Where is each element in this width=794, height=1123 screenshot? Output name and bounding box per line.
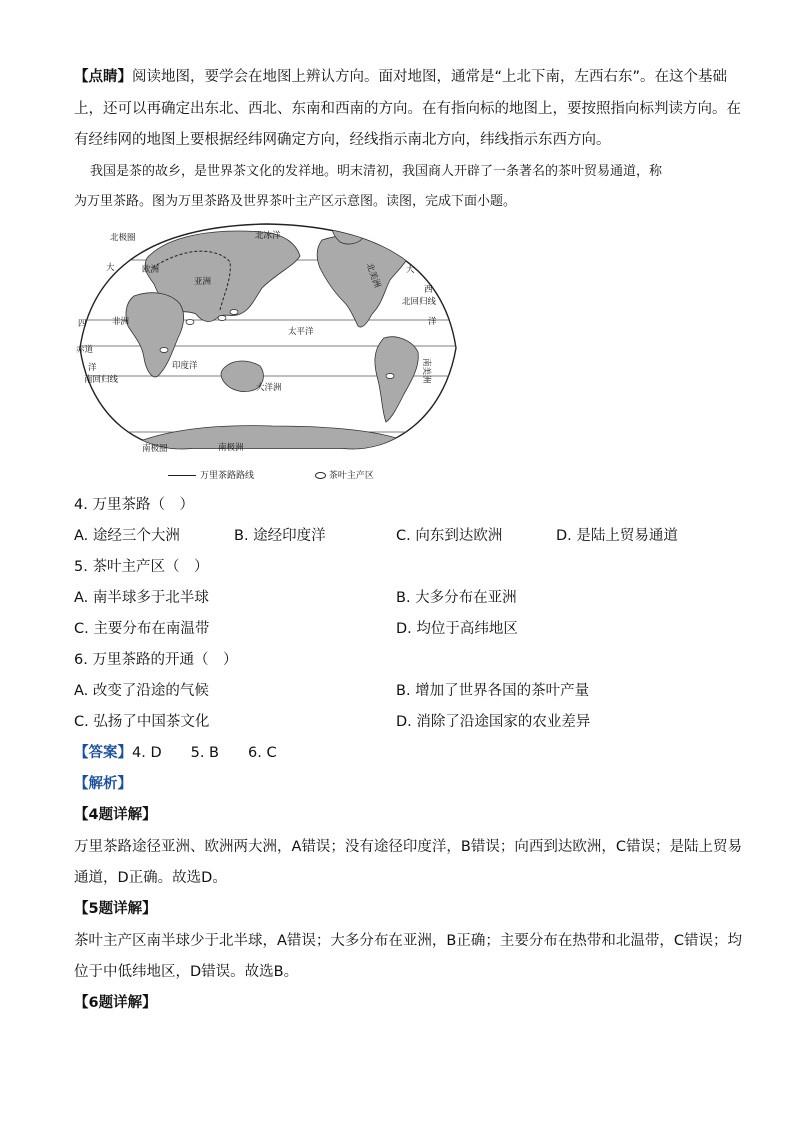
analysis-tag: 【解析】	[74, 776, 132, 792]
intro-line-1: 我国是茶的故乡，是世界茶文化的发祥地。明末清初，我国商人开辟了一条著名的茶叶贸易通道，称	[90, 164, 663, 179]
q4-stem: 4. 万里茶路（ ）	[74, 497, 194, 513]
detail-4-line-1: 万里茶路途径亚洲、欧洲两大洲，A错误；没有途径印度洋，B错误；向西到达欧洲，C错误；是陆上贸易	[74, 839, 742, 855]
label-asia: 亚洲	[194, 277, 212, 287]
legend-area-label: 茶叶主产区	[328, 471, 374, 481]
tip-tag: 【点睛】	[74, 69, 132, 85]
q5-stem: 5. 茶叶主产区（ ）	[74, 559, 209, 575]
q6-option-a[interactable]: A. 改变了沿途的气候	[74, 683, 209, 699]
label-pacific: 太平洋	[288, 327, 314, 337]
tea-area-marker	[230, 310, 238, 315]
label-yang-left: 洋	[88, 363, 97, 373]
tea-area-marker	[160, 348, 168, 353]
q4-option-d[interactable]: D. 是陆上贸易通道	[556, 528, 678, 544]
tip-text-1: 阅读地图，要学会在地图上辨认方向。面对地图，通常是“上北下南，左西右东”。在这个基础	[132, 69, 728, 85]
label-oceania: 大洋洲	[256, 383, 282, 393]
answer-line	[74, 743, 277, 763]
q5-option-c[interactable]: C. 主要分布在南温带	[74, 621, 210, 637]
label-south-america: 南美洲	[421, 358, 431, 384]
detail-5-title: 【5题详解】	[74, 901, 157, 917]
q6-option-c[interactable]: C. 弘扬了中国茶文化	[74, 714, 210, 730]
label-equator: 赤道	[76, 345, 94, 355]
q5-option-b[interactable]: B. 大多分布在亚洲	[396, 590, 517, 606]
label-da: 大	[106, 263, 115, 273]
legend-route-label: 万里茶路路线	[200, 471, 255, 481]
label-si: 四	[78, 319, 87, 329]
q6-option-b[interactable]: B. 增加了世界各国的茶叶产量	[396, 683, 590, 699]
world-map	[72, 218, 462, 488]
label-north-america: 北美洲	[363, 261, 382, 290]
legend-area-symbol	[315, 472, 326, 479]
label-antarctica: 南极洲	[218, 443, 244, 453]
label-north-pole: 北极圈	[110, 233, 136, 243]
label-yang-right: 洋	[428, 317, 437, 327]
tip-line-1	[74, 67, 727, 87]
detail-4-title: 【4题详解】	[74, 807, 157, 823]
map-legend	[168, 470, 374, 482]
answer-tag: 【答案】	[74, 745, 132, 761]
detail-6-title: 【6题详解】	[74, 995, 157, 1011]
detail-5-line-2: 位于中低纬地区，D错误。故选B。	[74, 964, 299, 980]
answer-text: 4. D 5. B 6. C	[132, 745, 277, 761]
detail-5-line-1: 茶叶主产区南半球少于北半球，A错误；大多分布在亚洲，B正确；主要分布在热带和北温带，C错误；均	[74, 933, 742, 949]
label-tropic-cancer: 北回归线	[402, 297, 437, 307]
q6-stem: 6. 万里茶路的开通（ ）	[74, 652, 238, 668]
q4-option-c[interactable]: C. 向东到达欧洲	[396, 528, 503, 544]
label-tropic-capricorn: 南回归线	[84, 375, 119, 385]
label-da-right: 大	[406, 265, 415, 275]
label-indian-ocean: 印度洋	[172, 361, 198, 371]
label-africa: 非洲	[112, 317, 130, 327]
legend-route-symbol	[168, 475, 196, 476]
tip-line-3: 有经纬网的地图上要根据经纬网确定方向，经线指示南北方向，纬线指示东西方向。	[74, 132, 611, 148]
q4-option-a[interactable]: A. 途经三个大洲	[74, 528, 180, 544]
q5-option-d[interactable]: D. 均位于高纬地区	[396, 621, 518, 637]
label-xi: 西	[424, 285, 433, 295]
tip-line-2: 上，还可以再确定出东北、西北、东南和西南的方向。在有指向标的地图上，要按照指向标判读方向。在	[74, 101, 741, 117]
intro-line-2: 为万里茶路。图为万里茶路及世界茶叶主产区示意图。读图，完成下面小题。	[74, 194, 517, 209]
tea-area-marker	[218, 316, 226, 321]
label-south-circle: 南极圈	[142, 444, 168, 454]
tea-area-marker	[186, 320, 194, 325]
q6-option-d[interactable]: D. 消除了沿途国家的农业差异	[396, 714, 591, 730]
label-europe: 欧洲	[142, 265, 160, 275]
q5-option-a[interactable]: A. 南半球多于北半球	[74, 590, 209, 606]
detail-4-line-2: 通道，D正确。故选D。	[74, 870, 227, 886]
tea-area-marker	[386, 374, 394, 379]
label-arctic-ocean: 北冰洋	[255, 231, 281, 241]
q4-option-b[interactable]: B. 途经印度洋	[234, 528, 326, 544]
